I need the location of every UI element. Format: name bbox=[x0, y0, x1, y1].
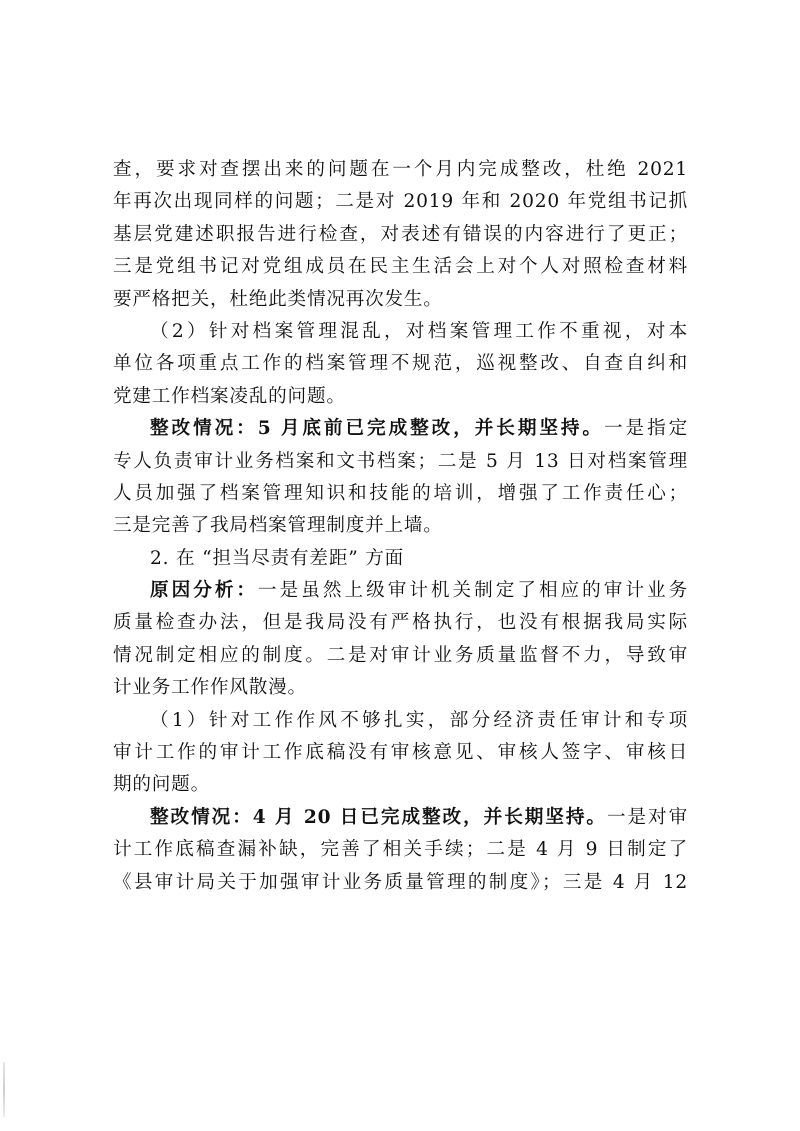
text-line-15 bbox=[113, 607, 688, 639]
text-line-8 bbox=[113, 381, 688, 413]
text-run: 一是对审 bbox=[606, 806, 688, 828]
text-run: （1）针对工作作风不够扎实，部分经济责任审计和专项 bbox=[150, 709, 688, 731]
text-line-1 bbox=[113, 154, 688, 186]
text-line-11 bbox=[113, 478, 688, 510]
text-line-22 bbox=[113, 834, 688, 866]
text-line-5 bbox=[113, 284, 688, 316]
text-run: 情况制定相应的制度。二是对审计业务质量监督不力，导致审 bbox=[113, 644, 688, 666]
text-line-3 bbox=[113, 219, 688, 251]
text-line-19 bbox=[113, 737, 688, 769]
text-run: 计业务工作作风散漫。 bbox=[113, 677, 307, 699]
text-run: 期的问题。 bbox=[113, 774, 210, 796]
body-text bbox=[113, 154, 688, 899]
text-run: 单位各项重点工作的档案管理不规范，巡视整改、自查自纠和 bbox=[113, 353, 688, 375]
text-run: 年再次出现同样的问题；二是对 2019 年和 2020 年党组书记抓 bbox=[113, 191, 688, 213]
text-line-9 bbox=[113, 413, 688, 445]
text-run-bold: 整改情况：4 月 20 日已完成整改，并长期坚持。 bbox=[150, 806, 607, 828]
text-line-12 bbox=[113, 510, 688, 542]
text-line-7 bbox=[113, 348, 688, 380]
text-run: 一是指定 bbox=[603, 418, 689, 440]
text-run: 质量检查办法，但是我局没有严格执行，也没有根据我局实际 bbox=[113, 612, 688, 634]
text-run-bold: 原因分析： bbox=[150, 580, 259, 602]
text-line-17 bbox=[113, 672, 688, 704]
text-line-10 bbox=[113, 446, 688, 478]
text-run: 三是党组书记对党组成员在民主生活会上对个人对照检查材料 bbox=[113, 256, 688, 278]
text-run: 审计工作的审计工作底稿没有审核意见、审核人签字、审核日 bbox=[113, 742, 688, 764]
text-run: 专人负责审计业务档案和文书档案；二是 5 月 13 日对档案管理 bbox=[113, 450, 688, 472]
text-run: 基层党建述职报告进行检查，对表述有错误的内容进行了更正； bbox=[113, 223, 688, 245]
text-run: 一是虽然上级审计机关制定了相应的审计业务 bbox=[258, 580, 688, 602]
text-line-14 bbox=[113, 575, 688, 607]
text-line-21 bbox=[113, 802, 688, 834]
text-run-bold: 整改情况：5 月底前已完成整改，并长期坚持。 bbox=[150, 418, 604, 440]
text-run: 《县审计局关于加强审计业务质量管理的制度》；三是 4 月 12 bbox=[113, 871, 688, 893]
text-run: 人员加强了档案管理知识和技能的培训，增强了工作责任心； bbox=[113, 482, 688, 504]
text-run: （2）针对档案管理混乱，对档案管理工作不重视，对本 bbox=[150, 320, 688, 342]
text-line-4 bbox=[113, 251, 688, 283]
text-line-6 bbox=[113, 316, 688, 348]
text-line-16 bbox=[113, 640, 688, 672]
section-heading bbox=[113, 543, 688, 575]
text-run: 三是完善了我局档案管理制度并上墙。 bbox=[113, 515, 443, 537]
text-line-23 bbox=[113, 867, 688, 899]
text-line-20 bbox=[113, 769, 688, 801]
text-run: 查，要求对查摆出来的问题在一个月内完成整改，杜绝 2021 bbox=[113, 159, 688, 180]
text-run: 要严格把关，杜绝此类情况再次发生。 bbox=[113, 288, 443, 310]
text-run: 党建工作档案凌乱的问题。 bbox=[113, 385, 346, 407]
text-run: 计工作底稿查漏补缺，完善了相关手续；二是 4 月 9 日制定了 bbox=[113, 839, 688, 861]
text-line-18 bbox=[113, 705, 688, 737]
text-line-2 bbox=[113, 186, 688, 218]
scan-edge-mark bbox=[3, 1062, 5, 1117]
text-run: 2. 在 “担当尽责有差距” 方面 bbox=[150, 547, 405, 569]
